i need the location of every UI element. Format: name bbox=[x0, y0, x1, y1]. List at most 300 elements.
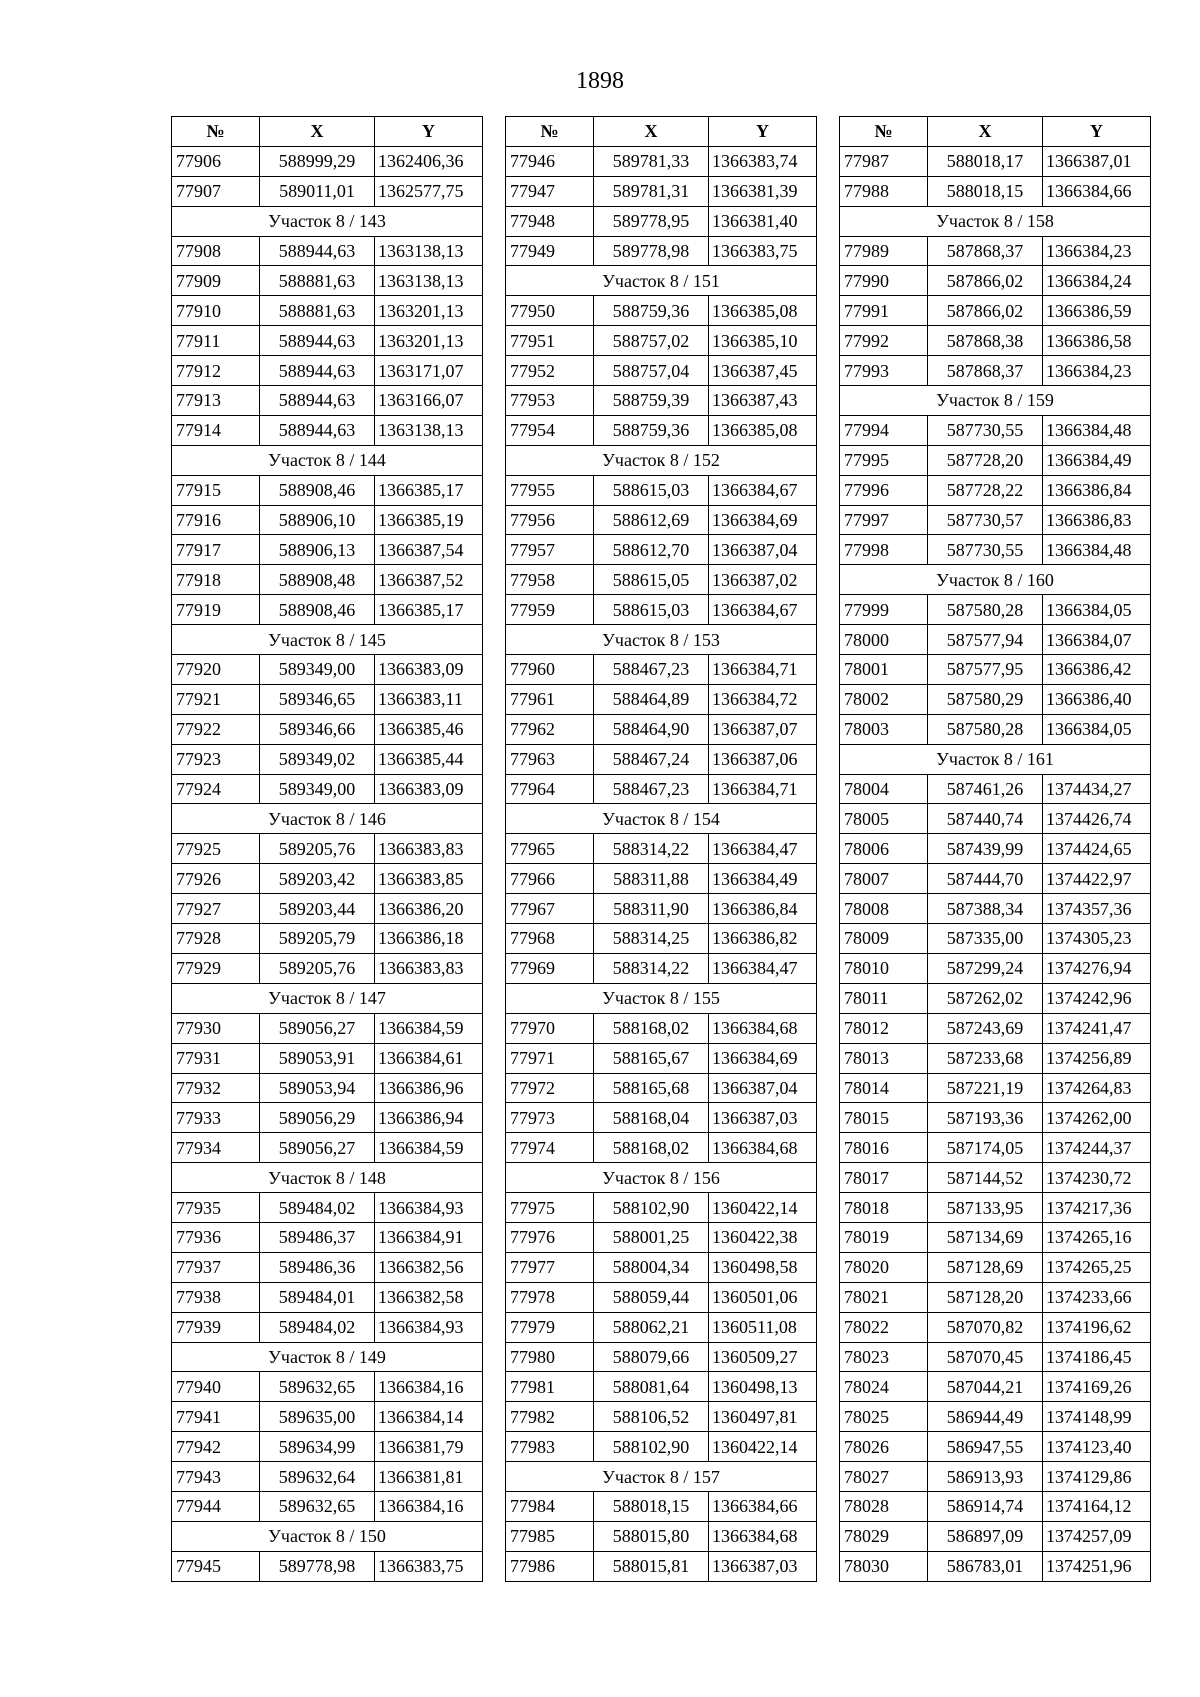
y-coordinate-cell: 1366386,18 bbox=[375, 924, 483, 954]
table-row bbox=[840, 924, 1151, 954]
x-coordinate-cell: 588018,15 bbox=[594, 1491, 709, 1521]
table-row bbox=[506, 834, 817, 864]
table-row bbox=[172, 1462, 483, 1492]
y-coordinate-cell: 1374251,96 bbox=[1043, 1551, 1151, 1581]
point-number-cell: 77929 bbox=[172, 953, 260, 983]
x-coordinate-cell: 589778,98 bbox=[260, 1551, 375, 1581]
y-coordinate-cell: 1366384,47 bbox=[709, 834, 817, 864]
point-number-cell: 77941 bbox=[172, 1402, 260, 1432]
table-row bbox=[506, 1342, 817, 1372]
y-coordinate-cell: 1366384,49 bbox=[709, 864, 817, 894]
point-number-cell: 78006 bbox=[840, 834, 928, 864]
point-number-cell: 77985 bbox=[506, 1521, 594, 1551]
x-coordinate-cell: 589346,66 bbox=[260, 714, 375, 744]
table-row bbox=[172, 1043, 483, 1073]
y-coordinate-cell: 1360498,58 bbox=[709, 1252, 817, 1282]
y-coordinate-cell: 1366384,66 bbox=[709, 1491, 817, 1521]
point-number-cell: 77995 bbox=[840, 445, 928, 475]
y-coordinate-cell: 1374265,25 bbox=[1043, 1252, 1151, 1282]
table-row bbox=[506, 595, 817, 625]
table-row bbox=[840, 1252, 1151, 1282]
table-row bbox=[840, 146, 1151, 176]
table-row bbox=[506, 684, 817, 714]
y-coordinate-cell: 1360511,08 bbox=[709, 1312, 817, 1342]
table-row bbox=[506, 146, 817, 176]
point-number-cell: 77979 bbox=[506, 1312, 594, 1342]
table-row bbox=[506, 1432, 817, 1462]
point-number-cell: 77994 bbox=[840, 415, 928, 445]
point-number-cell: 77968 bbox=[506, 924, 594, 954]
x-coordinate-cell: 589632,64 bbox=[260, 1462, 375, 1492]
section-row bbox=[506, 1462, 817, 1492]
x-coordinate-cell: 587299,24 bbox=[928, 953, 1043, 983]
table-row bbox=[840, 1013, 1151, 1043]
x-coordinate-cell: 586783,01 bbox=[928, 1551, 1043, 1581]
x-coordinate-cell: 588062,21 bbox=[594, 1312, 709, 1342]
x-coordinate-cell: 587868,37 bbox=[928, 356, 1043, 386]
section-label: Участок 8 / 146 bbox=[172, 804, 483, 834]
x-coordinate-cell: 588467,23 bbox=[594, 655, 709, 685]
x-coordinate-cell: 587580,29 bbox=[928, 684, 1043, 714]
table-row bbox=[172, 535, 483, 565]
section-row bbox=[506, 266, 817, 296]
table-row bbox=[506, 1133, 817, 1163]
section-row bbox=[172, 445, 483, 475]
section-label: Участок 8 / 152 bbox=[506, 445, 817, 475]
section-row bbox=[172, 1342, 483, 1372]
x-coordinate-cell: 587128,20 bbox=[928, 1282, 1043, 1312]
point-number-cell: 78025 bbox=[840, 1402, 928, 1432]
y-coordinate-cell: 1366384,59 bbox=[375, 1133, 483, 1163]
table-row bbox=[840, 864, 1151, 894]
point-number-cell: 77906 bbox=[172, 146, 260, 176]
point-number-cell: 77920 bbox=[172, 655, 260, 685]
x-coordinate-cell: 587133,95 bbox=[928, 1193, 1043, 1223]
x-coordinate-cell: 588615,03 bbox=[594, 475, 709, 505]
table-row bbox=[506, 326, 817, 356]
x-coordinate-cell: 587580,28 bbox=[928, 714, 1043, 744]
y-coordinate-cell: 1366384,69 bbox=[709, 505, 817, 535]
x-coordinate-cell: 587439,99 bbox=[928, 834, 1043, 864]
y-coordinate-cell: 1366386,84 bbox=[709, 894, 817, 924]
point-number-cell: 77931 bbox=[172, 1043, 260, 1073]
x-coordinate-cell: 588079,66 bbox=[594, 1342, 709, 1372]
point-number-cell: 78010 bbox=[840, 953, 928, 983]
y-coordinate-cell: 1374262,00 bbox=[1043, 1103, 1151, 1133]
x-coordinate-cell: 589484,02 bbox=[260, 1312, 375, 1342]
section-label: Участок 8 / 156 bbox=[506, 1163, 817, 1193]
point-number-cell: 77966 bbox=[506, 864, 594, 894]
y-coordinate-cell: 1374257,09 bbox=[1043, 1521, 1151, 1551]
section-row bbox=[172, 804, 483, 834]
table-row bbox=[840, 714, 1151, 744]
point-number-cell: 78005 bbox=[840, 804, 928, 834]
x-coordinate-cell: 589349,00 bbox=[260, 655, 375, 685]
point-number-cell: 77917 bbox=[172, 535, 260, 565]
y-coordinate-cell: 1374164,12 bbox=[1043, 1491, 1151, 1521]
x-coordinate-cell: 587730,57 bbox=[928, 505, 1043, 535]
table-row bbox=[840, 625, 1151, 655]
point-number-cell: 77925 bbox=[172, 834, 260, 864]
table-row bbox=[840, 356, 1151, 386]
section-label: Участок 8 / 160 bbox=[840, 565, 1151, 595]
point-number-cell: 77956 bbox=[506, 505, 594, 535]
x-coordinate-cell: 588314,22 bbox=[594, 953, 709, 983]
table-row bbox=[840, 1491, 1151, 1521]
x-coordinate-cell: 589053,91 bbox=[260, 1043, 375, 1073]
y-coordinate-cell: 1366384,47 bbox=[709, 953, 817, 983]
y-coordinate-cell: 1366384,68 bbox=[709, 1521, 817, 1551]
table-header-row bbox=[506, 117, 817, 147]
point-number-cell: 78024 bbox=[840, 1372, 928, 1402]
y-coordinate-cell: 1366385,17 bbox=[375, 595, 483, 625]
table-row bbox=[840, 475, 1151, 505]
y-coordinate-cell: 1374424,65 bbox=[1043, 834, 1151, 864]
x-coordinate-cell: 588464,90 bbox=[594, 714, 709, 744]
point-number-cell: 77919 bbox=[172, 595, 260, 625]
x-coordinate-cell: 588001,25 bbox=[594, 1222, 709, 1252]
x-coordinate-cell: 588906,10 bbox=[260, 505, 375, 535]
y-coordinate-cell: 1366383,74 bbox=[709, 146, 817, 176]
point-number-cell: 77977 bbox=[506, 1252, 594, 1282]
table-row bbox=[172, 1103, 483, 1133]
x-coordinate-cell: 587044,21 bbox=[928, 1372, 1043, 1402]
point-number-cell: 78013 bbox=[840, 1043, 928, 1073]
table-row bbox=[840, 1462, 1151, 1492]
table-row bbox=[506, 1013, 817, 1043]
section-row bbox=[506, 625, 817, 655]
table-row bbox=[840, 774, 1151, 804]
point-number-cell: 77943 bbox=[172, 1462, 260, 1492]
table-row bbox=[172, 1193, 483, 1223]
table-row bbox=[840, 1133, 1151, 1163]
y-coordinate-cell: 1366381,81 bbox=[375, 1462, 483, 1492]
point-number-cell: 77980 bbox=[506, 1342, 594, 1372]
point-number-cell: 77992 bbox=[840, 326, 928, 356]
section-row bbox=[172, 1163, 483, 1193]
x-coordinate-cell: 587730,55 bbox=[928, 535, 1043, 565]
section-row bbox=[840, 744, 1151, 774]
y-coordinate-cell: 1374233,66 bbox=[1043, 1282, 1151, 1312]
point-number-cell: 77939 bbox=[172, 1312, 260, 1342]
y-coordinate-cell: 1366384,67 bbox=[709, 475, 817, 505]
point-number-cell: 78004 bbox=[840, 774, 928, 804]
x-coordinate-cell: 587193,36 bbox=[928, 1103, 1043, 1133]
y-coordinate-cell: 1374357,36 bbox=[1043, 894, 1151, 924]
y-coordinate-cell: 1366384,16 bbox=[375, 1372, 483, 1402]
x-coordinate-cell: 588081,64 bbox=[594, 1372, 709, 1402]
header-x: X bbox=[928, 117, 1043, 147]
table-row bbox=[840, 1222, 1151, 1252]
table-row bbox=[172, 1312, 483, 1342]
table-row bbox=[172, 1402, 483, 1432]
y-coordinate-cell: 1366387,04 bbox=[709, 535, 817, 565]
x-coordinate-cell: 589203,44 bbox=[260, 894, 375, 924]
point-number-cell: 77922 bbox=[172, 714, 260, 744]
y-coordinate-cell: 1374196,62 bbox=[1043, 1312, 1151, 1342]
y-coordinate-cell: 1366384,91 bbox=[375, 1222, 483, 1252]
section-row bbox=[506, 445, 817, 475]
point-number-cell: 77997 bbox=[840, 505, 928, 535]
header-number: № bbox=[840, 117, 928, 147]
point-number-cell: 77948 bbox=[506, 206, 594, 236]
table-row bbox=[506, 1073, 817, 1103]
point-number-cell: 77926 bbox=[172, 864, 260, 894]
point-number-cell: 77910 bbox=[172, 296, 260, 326]
point-number-cell: 77947 bbox=[506, 176, 594, 206]
point-number-cell: 77967 bbox=[506, 894, 594, 924]
x-coordinate-cell: 587728,22 bbox=[928, 475, 1043, 505]
table-row bbox=[172, 953, 483, 983]
point-number-cell: 78012 bbox=[840, 1013, 928, 1043]
point-number-cell: 77936 bbox=[172, 1222, 260, 1252]
point-number-cell: 78015 bbox=[840, 1103, 928, 1133]
table-row bbox=[506, 505, 817, 535]
x-coordinate-cell: 587440,74 bbox=[928, 804, 1043, 834]
y-coordinate-cell: 1360498,13 bbox=[709, 1372, 817, 1402]
table-row bbox=[840, 326, 1151, 356]
table-row bbox=[506, 176, 817, 206]
point-number-cell: 78014 bbox=[840, 1073, 928, 1103]
y-coordinate-cell: 1366387,03 bbox=[709, 1103, 817, 1133]
section-row bbox=[840, 565, 1151, 595]
x-coordinate-cell: 589349,00 bbox=[260, 774, 375, 804]
section-row bbox=[172, 1521, 483, 1551]
x-coordinate-cell: 589056,27 bbox=[260, 1013, 375, 1043]
table-header-row bbox=[172, 117, 483, 147]
table-row bbox=[506, 1312, 817, 1342]
table-row bbox=[840, 834, 1151, 864]
y-coordinate-cell: 1366384,61 bbox=[375, 1043, 483, 1073]
point-number-cell: 77961 bbox=[506, 684, 594, 714]
x-coordinate-cell: 589484,01 bbox=[260, 1282, 375, 1312]
x-coordinate-cell: 587070,45 bbox=[928, 1342, 1043, 1372]
x-coordinate-cell: 589203,42 bbox=[260, 864, 375, 894]
y-coordinate-cell: 1374264,83 bbox=[1043, 1073, 1151, 1103]
y-coordinate-cell: 1366385,08 bbox=[709, 296, 817, 326]
x-coordinate-cell: 589205,76 bbox=[260, 953, 375, 983]
y-coordinate-cell: 1366386,40 bbox=[1043, 684, 1151, 714]
y-coordinate-cell: 1366385,10 bbox=[709, 326, 817, 356]
y-coordinate-cell: 1366385,17 bbox=[375, 475, 483, 505]
header-y: Y bbox=[709, 117, 817, 147]
y-coordinate-cell: 1366384,93 bbox=[375, 1312, 483, 1342]
x-coordinate-cell: 589205,79 bbox=[260, 924, 375, 954]
point-number-cell: 77928 bbox=[172, 924, 260, 954]
point-number-cell: 78018 bbox=[840, 1193, 928, 1223]
table-row bbox=[172, 1432, 483, 1462]
section-label: Участок 8 / 149 bbox=[172, 1342, 483, 1372]
x-coordinate-cell: 588908,46 bbox=[260, 595, 375, 625]
y-coordinate-cell: 1363166,07 bbox=[375, 386, 483, 416]
y-coordinate-cell: 1366384,16 bbox=[375, 1491, 483, 1521]
x-coordinate-cell: 588759,36 bbox=[594, 415, 709, 445]
y-coordinate-cell: 1374230,72 bbox=[1043, 1163, 1151, 1193]
y-coordinate-cell: 1366386,83 bbox=[1043, 505, 1151, 535]
point-number-cell: 77973 bbox=[506, 1103, 594, 1133]
table-row bbox=[172, 1372, 483, 1402]
y-coordinate-cell: 1366383,75 bbox=[375, 1551, 483, 1581]
point-number-cell: 77959 bbox=[506, 595, 594, 625]
table-row bbox=[172, 146, 483, 176]
table-row bbox=[840, 1521, 1151, 1551]
x-coordinate-cell: 586897,09 bbox=[928, 1521, 1043, 1551]
table-row bbox=[506, 1222, 817, 1252]
x-coordinate-cell: 589056,29 bbox=[260, 1103, 375, 1133]
y-coordinate-cell: 1366383,09 bbox=[375, 774, 483, 804]
x-coordinate-cell: 587461,26 bbox=[928, 774, 1043, 804]
x-coordinate-cell: 588944,63 bbox=[260, 326, 375, 356]
point-number-cell: 77988 bbox=[840, 176, 928, 206]
table-row bbox=[172, 475, 483, 505]
table-row bbox=[172, 266, 483, 296]
x-coordinate-cell: 589632,65 bbox=[260, 1491, 375, 1521]
x-coordinate-cell: 589349,02 bbox=[260, 744, 375, 774]
point-number-cell: 77942 bbox=[172, 1432, 260, 1462]
section-label: Участок 8 / 158 bbox=[840, 206, 1151, 236]
table-row bbox=[840, 1193, 1151, 1223]
y-coordinate-cell: 1374129,86 bbox=[1043, 1462, 1151, 1492]
section-row bbox=[172, 983, 483, 1013]
x-coordinate-cell: 587730,55 bbox=[928, 415, 1043, 445]
y-coordinate-cell: 1366381,40 bbox=[709, 206, 817, 236]
y-coordinate-cell: 1363138,13 bbox=[375, 266, 483, 296]
x-coordinate-cell: 589205,76 bbox=[260, 834, 375, 864]
x-coordinate-cell: 588944,63 bbox=[260, 386, 375, 416]
table-row bbox=[840, 1402, 1151, 1432]
point-number-cell: 77969 bbox=[506, 953, 594, 983]
table-row bbox=[172, 1282, 483, 1312]
x-coordinate-cell: 587128,69 bbox=[928, 1252, 1043, 1282]
table-row bbox=[172, 1222, 483, 1252]
x-coordinate-cell: 588759,39 bbox=[594, 386, 709, 416]
section-row bbox=[172, 625, 483, 655]
point-number-cell: 78002 bbox=[840, 684, 928, 714]
y-coordinate-cell: 1374256,89 bbox=[1043, 1043, 1151, 1073]
x-coordinate-cell: 588881,63 bbox=[260, 266, 375, 296]
page-number: 1898 bbox=[576, 68, 624, 94]
table-row bbox=[506, 296, 817, 326]
table-row bbox=[506, 475, 817, 505]
x-coordinate-cell: 589781,31 bbox=[594, 176, 709, 206]
x-coordinate-cell: 587728,20 bbox=[928, 445, 1043, 475]
table-row bbox=[172, 1252, 483, 1282]
table-header-row bbox=[840, 117, 1151, 147]
x-coordinate-cell: 589011,01 bbox=[260, 176, 375, 206]
x-coordinate-cell: 587174,05 bbox=[928, 1133, 1043, 1163]
table-row bbox=[506, 953, 817, 983]
point-number-cell: 77953 bbox=[506, 386, 594, 416]
point-number-cell: 78007 bbox=[840, 864, 928, 894]
y-coordinate-cell: 1366386,59 bbox=[1043, 296, 1151, 326]
y-coordinate-cell: 1360509,27 bbox=[709, 1342, 817, 1372]
point-number-cell: 77913 bbox=[172, 386, 260, 416]
coordinate-table-left bbox=[171, 116, 483, 1582]
x-coordinate-cell: 588467,23 bbox=[594, 774, 709, 804]
table-row bbox=[172, 595, 483, 625]
y-coordinate-cell: 1366384,48 bbox=[1043, 535, 1151, 565]
x-coordinate-cell: 588015,80 bbox=[594, 1521, 709, 1551]
table-row bbox=[172, 894, 483, 924]
y-coordinate-cell: 1374169,26 bbox=[1043, 1372, 1151, 1402]
x-coordinate-cell: 589346,65 bbox=[260, 684, 375, 714]
table-row bbox=[172, 1551, 483, 1581]
x-coordinate-cell: 588018,17 bbox=[928, 146, 1043, 176]
point-number-cell: 77938 bbox=[172, 1282, 260, 1312]
y-coordinate-cell: 1366385,44 bbox=[375, 744, 483, 774]
table-row bbox=[172, 1073, 483, 1103]
table-row bbox=[840, 1372, 1151, 1402]
table-row bbox=[506, 1372, 817, 1402]
x-coordinate-cell: 588612,69 bbox=[594, 505, 709, 535]
point-number-cell: 77950 bbox=[506, 296, 594, 326]
table-row bbox=[172, 864, 483, 894]
point-number-cell: 77915 bbox=[172, 475, 260, 505]
table-row bbox=[506, 1491, 817, 1521]
point-number-cell: 77921 bbox=[172, 684, 260, 714]
y-coordinate-cell: 1366384,05 bbox=[1043, 595, 1151, 625]
x-coordinate-cell: 588314,22 bbox=[594, 834, 709, 864]
point-number-cell: 77918 bbox=[172, 565, 260, 595]
y-coordinate-cell: 1374265,16 bbox=[1043, 1222, 1151, 1252]
x-coordinate-cell: 589778,98 bbox=[594, 236, 709, 266]
table-row bbox=[506, 894, 817, 924]
x-coordinate-cell: 587335,00 bbox=[928, 924, 1043, 954]
table-row bbox=[506, 714, 817, 744]
header-number: № bbox=[172, 117, 260, 147]
point-number-cell: 78022 bbox=[840, 1312, 928, 1342]
y-coordinate-cell: 1366383,83 bbox=[375, 953, 483, 983]
table-row bbox=[506, 655, 817, 685]
coordinate-table-right bbox=[839, 116, 1151, 1582]
point-number-cell: 77955 bbox=[506, 475, 594, 505]
table-row bbox=[506, 1252, 817, 1282]
point-number-cell: 77916 bbox=[172, 505, 260, 535]
table-row bbox=[840, 804, 1151, 834]
point-number-cell: 77978 bbox=[506, 1282, 594, 1312]
y-coordinate-cell: 1366384,71 bbox=[709, 774, 817, 804]
y-coordinate-cell: 1366385,08 bbox=[709, 415, 817, 445]
x-coordinate-cell: 588165,67 bbox=[594, 1043, 709, 1073]
y-coordinate-cell: 1366384,49 bbox=[1043, 445, 1151, 475]
x-coordinate-cell: 588314,25 bbox=[594, 924, 709, 954]
x-coordinate-cell: 589486,36 bbox=[260, 1252, 375, 1282]
table-row bbox=[840, 1342, 1151, 1372]
point-number-cell: 77957 bbox=[506, 535, 594, 565]
point-number-cell: 77935 bbox=[172, 1193, 260, 1223]
y-coordinate-cell: 1360497,81 bbox=[709, 1402, 817, 1432]
header-y: Y bbox=[1043, 117, 1151, 147]
x-coordinate-cell: 588615,03 bbox=[594, 595, 709, 625]
section-row bbox=[840, 206, 1151, 236]
y-coordinate-cell: 1366387,07 bbox=[709, 714, 817, 744]
x-coordinate-cell: 586913,93 bbox=[928, 1462, 1043, 1492]
point-number-cell: 78029 bbox=[840, 1521, 928, 1551]
x-coordinate-cell: 588757,04 bbox=[594, 356, 709, 386]
section-label: Участок 8 / 151 bbox=[506, 266, 817, 296]
header-number: № bbox=[506, 117, 594, 147]
point-number-cell: 77981 bbox=[506, 1372, 594, 1402]
table-row bbox=[172, 1491, 483, 1521]
x-coordinate-cell: 589486,37 bbox=[260, 1222, 375, 1252]
y-coordinate-cell: 1366384,14 bbox=[375, 1402, 483, 1432]
point-number-cell: 78000 bbox=[840, 625, 928, 655]
table-row bbox=[840, 505, 1151, 535]
y-coordinate-cell: 1366386,94 bbox=[375, 1103, 483, 1133]
x-coordinate-cell: 588944,63 bbox=[260, 415, 375, 445]
table-row bbox=[506, 236, 817, 266]
point-number-cell: 78027 bbox=[840, 1462, 928, 1492]
